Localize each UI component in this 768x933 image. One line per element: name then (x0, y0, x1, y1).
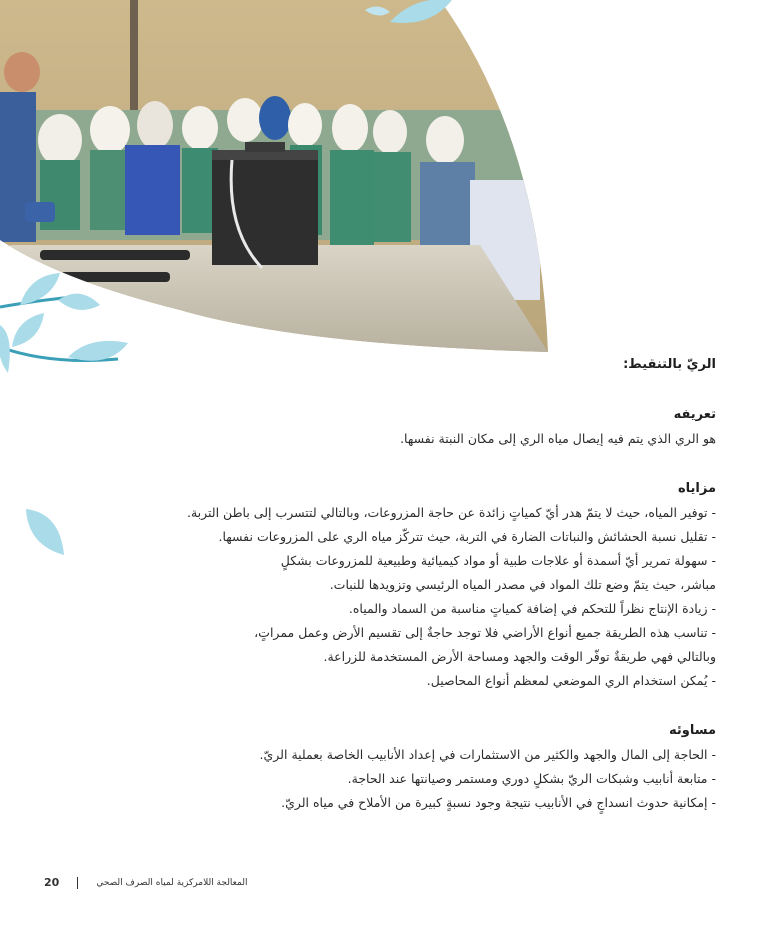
list-item: - تقليل نسبة الحشائش والنباتات الضارة في التربة، حيث تتركّز مياه الري على المزروعات نفسها. (218, 529, 716, 544)
disadvantages-list (40, 743, 716, 815)
footer-divider (77, 877, 78, 889)
definition-heading: تعريفه (673, 407, 716, 422)
footer-title: المعالجة اللامركزية لمياه الصرف الصحي (96, 877, 248, 888)
disadvantages-heading: مساوئه (668, 723, 716, 738)
advantages-heading: مزاياه (677, 481, 716, 496)
page-footer (44, 876, 247, 889)
list-item: - سهولة تمرير أيّ أسمدة أو علاجات طبية أو مواد كيميائية وطبيعية للمزروعات بشكلٍ (280, 553, 716, 568)
list-item: مباشر، حيث يتمّ وضع تلك المواد في مصدر المياه الرئيسي وتزويدها للنبات. (329, 577, 716, 592)
leaf-decoration-top-icon (360, 0, 460, 40)
list-item: - تناسب هذه الطريقة جميع أنواع الأراضي فلا توجد حاجةٌ إلى تقسيم الأرض وعمل ممراتٍ، (254, 625, 716, 640)
definition-text: هو الري الذي يتم فيه إيصال مياه الري إلى مكان النبتة نفسها. (400, 431, 716, 446)
list-item: - الحاجة إلى المال والجهد والكثير من الاستثمارات في إعداد الأنابيب الخاصة بعملية الريّ. (259, 747, 716, 762)
advantages-list (40, 501, 716, 693)
list-item: - زيادة الإنتاج نظراً للتحكم في إضافة كمياتٍ مناسبة من السماد والمياه. (348, 601, 716, 616)
page-title: الريّ بالتنقيط: (623, 357, 716, 372)
list-item: - يُمكن استخدام الري الموضعي لمعظم أنواع المحاصيل. (426, 673, 716, 688)
list-item: وبالتالي فهي طريقةٌ توفّر الوقت والجهد ومساحة الأرض المستخدمة للزراعة. (323, 649, 716, 664)
list-item: - إمكانية حدوث انسداجٍ في الأنابيب نتيجة وجود نسبةٍ كبيرة من الأملاح في مياه الريّ. (281, 795, 716, 810)
list-item: - متابعة أنابيب وشبكات الريّ بشكلٍ دوري ومستمر وصيانتها عند الحاجة. (347, 771, 716, 786)
page-number: 20 (44, 876, 60, 889)
list-item: - توفير المياه، حيث لا يتمّ هدر أيّ كمياتٍ زائدة عن حاجة المزروعات، وبالتالي لتتسرب إلى باطن التربة. (186, 505, 716, 520)
article-body (40, 345, 716, 815)
